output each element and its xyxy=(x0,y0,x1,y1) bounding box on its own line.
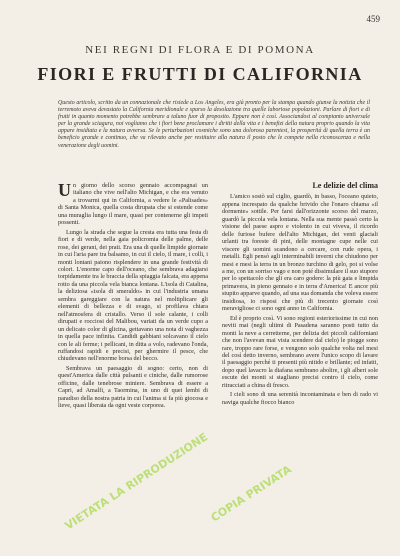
paragraph: Un giorno dello scorso gennaio accompagnai un italiano che vive nell'alto Michigan, e che era venuto a trovarmi qui in California, a vedere le «Palisades» di Santa Monica, quella costa dirupata che si estende come una muraglia lungo il mare, quasi per contenerne gli impeti possenti. xyxy=(58,182,208,227)
drop-cap: U xyxy=(58,182,71,200)
left-column xyxy=(58,182,208,550)
section-title: Le delizie del clima xyxy=(312,182,378,190)
watermark-line-1: VIETATA LA RIPRODUZIONE xyxy=(62,430,211,533)
right-column xyxy=(222,182,378,550)
article-headline: FIORI E FRUTTI DI CALIFORNIA xyxy=(37,64,363,84)
paragraph: Ed è proprio così. Vi sono regioni esteriorissime in cui non neviti mai (negli ultimi di Pasadena saranno posti tutto da monti la neve a cerretterne, per delizia dei piccoli californiani che non l'avevan mai vista scendere dal cielo) le piogge sono rare, troppo rare forse, e vengono solo qualche volta nel mesi del così detto inverno, sembrano avere l'unico scopo di lavare il paesaggio perché ti presenti più nitido e brillante; ed infatti, dopo quel lavacro la diafana sembrano abolire, i gli alberi sole escute dei monti si stagliano precisi contro il cielo, come ritracciati a china di fresco. xyxy=(222,314,378,389)
paragraph: L'amico sostò sul ciglio, guardò, in basso, l'oceano quieto, appena increspato da qualche brivido che l'onaro chiama «il dormente» sottile. Per farsi dall'orizzonte scorso del marzo, guardò la piccola vela lontana. Nella sua mente passò certo la visione del paese aspro e violento in cui viveva, il ricordo delle furiose bufere dell'alto Michigan, dei venti glaciali urlanti tra foreste di pini, delle montagne cupe nelle cui viscere gli uomini scandono a cercare, con rude opera, i metalli. Egli pensò agli interminabili inverni che chiudono per mesi e mesi la terra in un bronzo turchino di gelo, poi si volse a me, con un sorriso vago e non poté dissimulare il suo stupore per lo spettacolo che gli era caro godere: la più gaia e limpida primavera, in pieno gennaio e in terra d'America! E ancor più stupito apparve quando, ad una sua domanda che voleva essere insidiosa, io risposi che più di trecento giornate così meravigliose ci sono ogni anno in California. xyxy=(222,193,378,313)
page-number: 459 xyxy=(366,14,380,24)
watermark-line-2: COPIA PRIVATA xyxy=(208,462,294,525)
article-intro: Questo articolo, scritto da un connazionale che risiede a Los Angeles, era già pronto per la stampa quando giunse la notizia che il terremoto aveva devastato la California meridionale e sparso la desolazione tra quelle laboriose popolazioni. Parlare di fiori e di frutti in quanto momento potrebbe sembrare a taluno fuor di proposito. Eppure non è così. Associandosi al compianto universale per la grande sciagura, noi vogliamo che i fiori bene proclamare i diritti della vita e i benefizi della natura proprio quando la vita appare insidiata e la natura avversa. Se le perturbazioni cosmiche sono una dolorosa parentesi, la prosperità di quella terra è un beneficio grande e continuo, che va rilevato anche per restituire alla natura il posto che le compete nella riconoscenza e nella venerazione degli uomini. xyxy=(58,100,370,149)
paragraph: Lungo la strada che segue la cresta era tutta una festa di fiori e di verde, nella gaia policromia delle palme, delle rose, dei gerani, dei prati. Era una di quelle limpide giornate in cui l'aria pare tra balsamo, in cui il cielo, il mare, i colli, i monti lontani paiono risplendere in una grande festività di colori. L'enorme capo dell'oceano, che sembrava adagiarsi torpidamente tra le braccia della spiaggia falcata, era appena rotto da una piccola vela bianca lontana. L'isola di Catalina, la deliziosa «isola di smeraldo» in cui l'industria umana sembra gareggiare con la natura nel moltiplicare gli elementi di bellezza e di svago, si profilava chiara nell'atmosfera di cristallo. Verso il sole calante, i colli dirupati e rocciosi del Malibou, variati da un verde cupo a un delicato color di glicina, gettavano una nota di vaghezza in quella pace infinita. Candidi gabbiani solcavano il cielo con le ali ferme; i pellicani, in ditta a volo, radevano l'onda, ruffandosi rapidi e precisi, per ghermire il pesce, che chiudevano nell'enorme borsa del becco. xyxy=(58,228,208,363)
paragraph: I cieli sono di una serenità incontaminata e ben di rado vi naviga qualche fiocco bianco xyxy=(222,391,378,406)
article-kicker: NEI REGNI DI FLORA E DI POMONA xyxy=(85,44,315,56)
paragraph: Sembrava un paesaggio di sogno: certo, non di quest'America dalle città pulsanti e ciniche, dalle rumorose officine, dalle tenebrose miniere. Sembrava di essere a Capri, ad Amalfi, a Taormina, in uno di quei lembi di paradiso della nostra patria in cui l'anima si fa più giocosa e lieve, quasi liberata da ogni veste corporea. xyxy=(58,364,208,410)
